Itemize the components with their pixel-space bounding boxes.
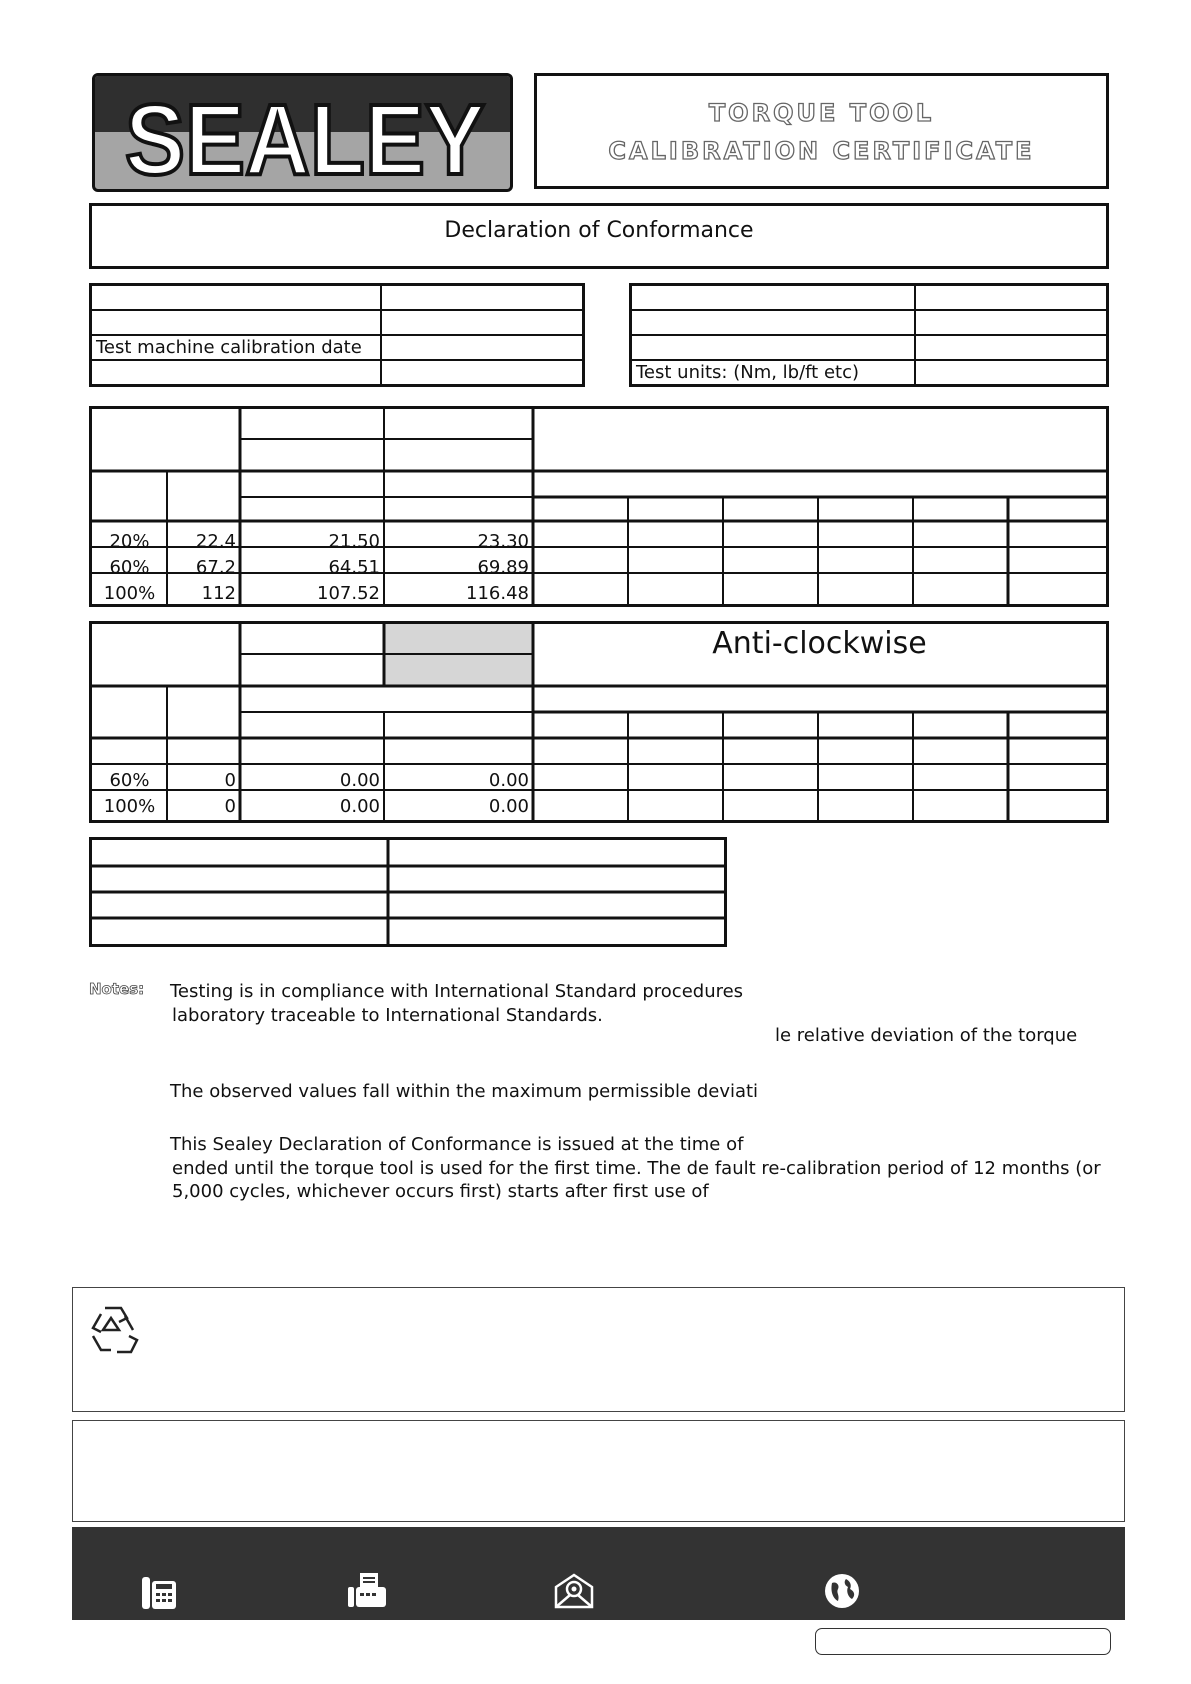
cw-row-max: 116.48 [466, 583, 529, 604]
acw-min-column [240, 768, 380, 820]
test-units-label: Test units: (Nm, lb/ft etc) [631, 360, 916, 386]
note-line-4: The observed values fall within the maximum permissible deviati [170, 1081, 759, 1102]
cw-row-value: 67.2 [195, 557, 236, 578]
note-line-7: 5,000 cycles, whichever occurs first) starts after first use of [172, 1181, 709, 1202]
acw-row-value: 0 [224, 796, 236, 817]
sign-off-table [89, 837, 727, 947]
cw-pct-column [92, 529, 167, 607]
declaration-heading: Declaration of Conformance [89, 203, 1109, 269]
acw-row-pct: 60% [109, 770, 150, 791]
info-table-left [89, 283, 585, 387]
anticlockwise-heading: Anti-clockwise [712, 626, 927, 661]
phone-icon [140, 1573, 180, 1613]
email-icon [552, 1571, 596, 1611]
acw-pct-column [92, 768, 167, 820]
note-line-2: laboratory traceable to International Standards. [172, 1005, 603, 1026]
svg-text:SEALEY: SEALEY [125, 84, 485, 195]
acw-row-min: 0.00 [339, 796, 380, 817]
clockwise-table [89, 406, 1109, 607]
cw-row-pct: 100% [103, 583, 156, 604]
acw-row-pct: 100% [103, 796, 156, 817]
acw-max-column [384, 768, 529, 820]
cw-max-column [384, 529, 529, 607]
anticlockwise-table [89, 621, 1109, 823]
title-line-2: CALIBRATION CERTIFICATE [608, 137, 1035, 165]
acw-row-max: 0.00 [488, 796, 529, 817]
fax-icon [346, 1571, 390, 1611]
note-line-3: le relative deviation of the torque [775, 1025, 1078, 1046]
test-units-value [915, 360, 1108, 386]
cw-row-pct: 60% [109, 557, 150, 578]
cw-row-max: 23.30 [477, 531, 529, 552]
acw-row-max: 0.00 [488, 770, 529, 791]
environment-box [72, 1287, 1125, 1412]
cw-row-pct: 20% [109, 531, 150, 552]
cw-row-min: 21.50 [328, 531, 380, 552]
acw-row-min: 0.00 [339, 770, 380, 791]
cw-min-column [240, 529, 380, 607]
sign-off-grid [92, 840, 724, 944]
cw-value-column [167, 529, 236, 607]
acw-row-value: 0 [224, 770, 236, 791]
cw-row-value: 112 [201, 583, 236, 604]
calibration-date-label: Test machine calibration date [91, 335, 382, 360]
cw-row-min: 107.52 [317, 583, 380, 604]
sealey-logo-text [95, 76, 513, 195]
calibration-date-value [381, 335, 584, 360]
certificate-title-box [534, 73, 1109, 189]
notes-label: Notes: [89, 980, 145, 998]
globe-icon [822, 1571, 862, 1611]
info-table-right [629, 283, 1109, 387]
acw-value-column [167, 768, 236, 820]
sealey-logo [92, 73, 513, 195]
recycle-icon [83, 1300, 143, 1360]
info-box [72, 1420, 1125, 1522]
contact-footer [72, 1527, 1125, 1620]
serial-number-box [815, 1628, 1111, 1655]
note-line-1: Testing is in compliance with International Standard procedures [170, 981, 744, 1002]
cw-row-min: 64.51 [328, 557, 380, 578]
note-line-5: This Sealey Declaration of Conformance is issued at the time of [170, 1134, 744, 1155]
cw-row-max: 69.89 [477, 557, 529, 578]
title-line-1: TORQUE TOOL [708, 99, 935, 127]
note-line-6: ended until the torque tool is used for the first time. The de fault re-calibration period of 12 months (or [172, 1158, 1101, 1179]
cw-row-value: 22.4 [195, 531, 236, 552]
